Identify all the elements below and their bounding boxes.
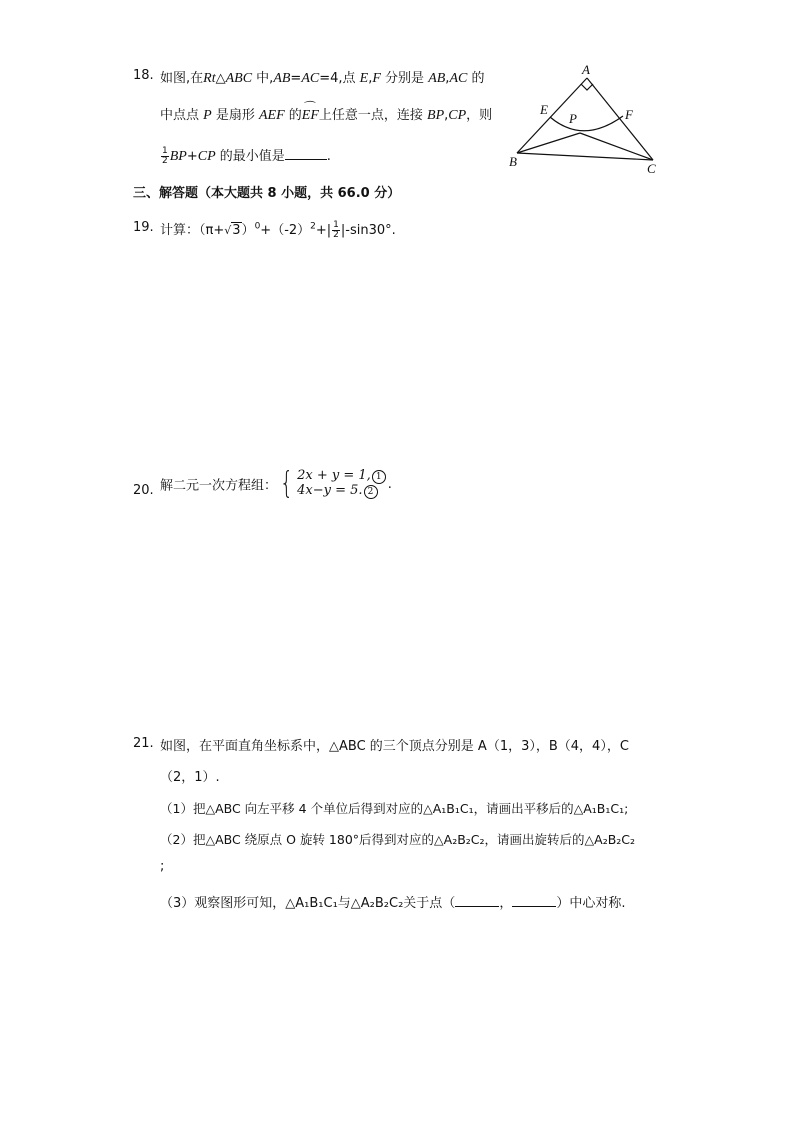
q18-text: 分别是 [380, 71, 429, 86]
q18-text: 中, [252, 71, 274, 86]
section-header: 三、解答题（本大题共 8 小题，共 66.0 分） [133, 186, 401, 201]
q19-fraction [332, 221, 340, 240]
circled-2: 2 [364, 485, 378, 499]
q18-var: F [372, 71, 381, 86]
equation-1-text: 2x + y = 1, [297, 468, 371, 483]
exponent: 0 [254, 221, 261, 232]
q21-part2: （2）把△ABC 绕原点 O 旋转 180°后得到对应的△A₂B₂C₂，请画出旋转后的△A₂B₂C₂ [160, 832, 636, 847]
q18-var: AEF [258, 108, 285, 123]
q20-content [160, 466, 392, 501]
answer-blank [285, 147, 327, 160]
q18-var: CP [448, 108, 467, 123]
answer-blank-x [455, 894, 499, 907]
label-a: A [582, 62, 590, 77]
q18-arc-ef: ⌒ EF [302, 108, 319, 124]
q18-line2 [160, 104, 492, 124]
q21-part3 [160, 892, 625, 911]
q18-var: E [359, 71, 369, 86]
label-c: C [647, 161, 656, 175]
sqrt-radicand: 3 [232, 223, 241, 238]
fraction-numerator: 1 [333, 220, 339, 230]
label-e: E [540, 102, 548, 117]
side-bc [517, 153, 653, 160]
q21-part3-text: （3）观察图形可知，△A₁B₁C₁与△A₂B₂C₂关于点（ [160, 896, 456, 911]
q18-text: =4,点 [319, 71, 360, 86]
q18-text: + [186, 149, 198, 164]
q18-text: △ [215, 71, 226, 86]
q18-var: ABC [225, 71, 253, 86]
q21-number: 21. [133, 736, 154, 751]
q21-part2-end: ; [160, 859, 165, 874]
q19-expr: |-sin30°. [340, 223, 396, 238]
fraction-denominator: 2 [162, 156, 168, 166]
q18-text: 是扇形 [211, 108, 259, 123]
q19-expr: ） [241, 223, 255, 238]
q21-line2: （2，1）. [160, 770, 220, 785]
label-b: B [509, 154, 517, 169]
q18-text: 中点点 [160, 108, 204, 123]
q18-var: CP [197, 149, 216, 164]
fraction-numerator: 1 [162, 146, 168, 156]
fraction-denominator: 2 [333, 230, 339, 240]
q19-expr: （π+ [199, 223, 225, 238]
q18-line3 [160, 145, 331, 166]
triangle-figure [505, 60, 665, 175]
q21-part1: （1）把△ABC 向左平移 4 个单位后得到对应的△A₁B₁C₁，请画出平移后的△A₁B₁C₁; [160, 801, 629, 816]
q18-text: , [368, 71, 373, 86]
label-p: P [569, 111, 577, 126]
q18-var: Rt [203, 71, 216, 86]
q19-number: 19. [133, 220, 154, 235]
q18-var: BP [169, 149, 187, 164]
q19-expr: +（-2） [260, 223, 311, 238]
q20-suffix: . [387, 476, 392, 492]
equation-2-text: 4x−y = 5. [297, 483, 363, 498]
exponent: 2 [310, 221, 316, 232]
q18-var: AC [301, 71, 320, 86]
q20-prefix: 解二元一次方程组： [160, 478, 278, 494]
q19-content: 计算：$(\pi+√3)^0+(-2)^2+|$ $\frac{1}{2}$ |-sin30°. [160, 220, 396, 240]
q18-text: , [444, 108, 449, 123]
q18-var: BP [427, 108, 445, 123]
q18-text: 如图,在 [160, 71, 204, 86]
right-angle-mark [581, 84, 593, 90]
q18-number: 18. [133, 68, 154, 83]
q18-text: 上任意一点，连接 [318, 108, 428, 123]
equation-2 [297, 484, 386, 499]
q21-part3-text: ， [499, 896, 513, 911]
q21-part3-text: ）中心对称. [556, 896, 626, 911]
q18-var: AC [449, 71, 468, 86]
q18-fraction [161, 147, 169, 166]
q18-text: = [290, 71, 302, 86]
q18-var: P [203, 108, 212, 123]
q18-text: , [445, 71, 450, 86]
q18-text: 的 [467, 71, 485, 86]
answer-blank-y [512, 894, 556, 907]
q19-expr: +| [315, 223, 332, 238]
q18-var: AB [428, 71, 446, 86]
arc-ef [550, 116, 623, 131]
q18-text: 的最小值是 [215, 149, 285, 164]
q18-text: 的 [284, 108, 302, 123]
q18-text: . [326, 149, 331, 164]
circled-1: 1 [372, 470, 386, 484]
q18-var: AB [273, 71, 291, 86]
equation-system: { 2x + y = 1, 1 4x−y = 5. 2 [277, 469, 386, 499]
q21-line1: 如图，在平面直角坐标系中，△ABC 的三个顶点分别是 A（1，3），B（4，4），C [160, 739, 629, 754]
label-f: F [625, 107, 633, 122]
q19-prefix: 计算： [160, 223, 200, 238]
q18-line1 [160, 67, 484, 87]
equation-1 [297, 469, 386, 484]
q20-number: 20. [133, 483, 154, 498]
q18-text: ，则 [466, 108, 493, 123]
